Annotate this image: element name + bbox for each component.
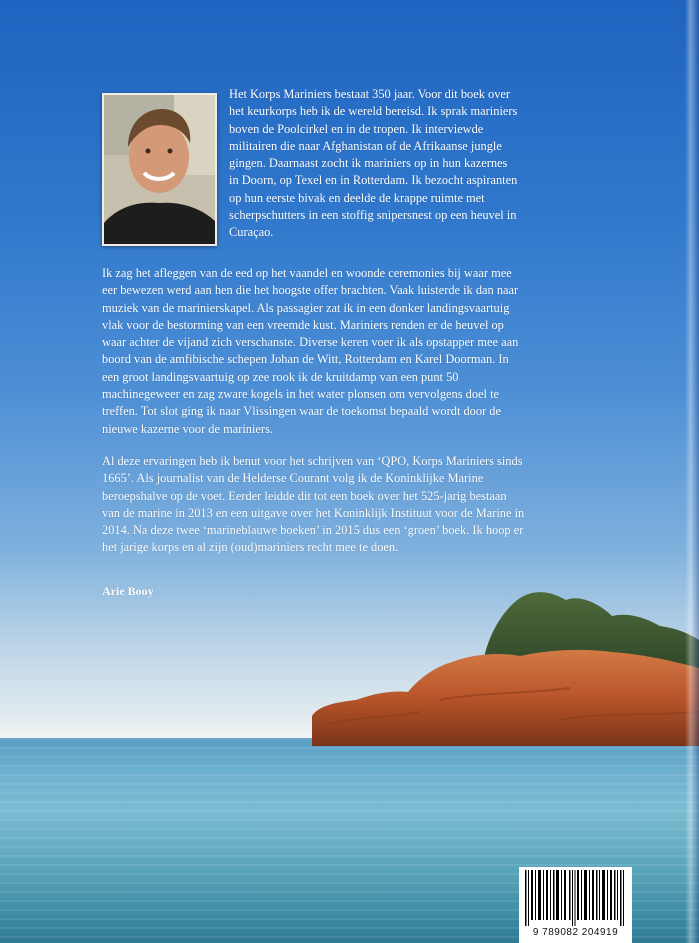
cover-edge — [685, 0, 699, 943]
paragraph-2: Ik zag het afleggen van de eed op het vaandel en woonde ceremonies bij waar mee eer bewezen werd aan hen die het hoogste offer brachten. Vaak luisterde ik dan naar muziek van de marinierskapel. Als passagier zat ik in een donker landingsvaartuig vlak voor de bestorming van een vreemde kust. Mariniers renden er de heuvel op waar achter de vijand zich verschanste. Diverse keren voer ik als opstapper mee aan boord van de amfibische schepen Johan de Witt, Rotterdam en Karel Doorman. In een groot landingsvaartuig op zee rook ik de kruitdamp van een punt 50 machinegeweer en zag zware kogels in het water plonsen om vervolgens doel te treffen. Tot slot ging ik naar Vlissingen waar de toekomst bepaald wordt door de nieuwe kazerne voor de mariniers. — [102, 266, 519, 436]
closing-paragraph — [102, 453, 527, 557]
isbn-digits: 9 789082 204919 — [532, 927, 619, 938]
experience-paragraph — [102, 265, 527, 438]
author-photo — [102, 93, 217, 246]
paragraph-3: Al deze ervaringen heb ik benut voor het schrijven van ‘QPO, Korps Mariniers sinds 1665’. Als journalist van de Helderse Courant volg ik de Koninklijke Marine beroepshalve op de voet. Eerder leidde dit tot een boek over het 525-jarig bestaan van de marine in 2013 en een uitgave over het Koninklijk Instituut voor de Marine in 2014. Na deze twee ‘marineblauwe boeken’ in 2015 dus een ‘groen’ boek. Ik hoop er het jarige korps en al zijn (oud)mariniers recht mee te doen. — [102, 454, 525, 555]
author-signature: Arie Booy — [102, 584, 154, 598]
island-rock — [312, 650, 699, 746]
barcode — [519, 867, 632, 943]
paragraph-1: Het Korps Mariniers bestaat 350 jaar. Voor dit boek over het keurkorps heb ik de wereld bereisd. Ik sprak mariniers boven de Poolcirkel en in de tropen. Ik interviewde militairen die naar Afghanistan of de Afrikaanse jungle gingen. Daarnaast zocht ik mariniers op in hun kazernes in Doorn, op Texel en in Rotterdam. Ik bezocht aspiranten op hun eerste bivak en deelde de krappe ruimte met scherpschutters in een stoffig snipersnest op een heuvel in Curaçao. — [229, 87, 518, 240]
intro-paragraph — [229, 86, 519, 242]
barcode-bars — [525, 870, 625, 926]
